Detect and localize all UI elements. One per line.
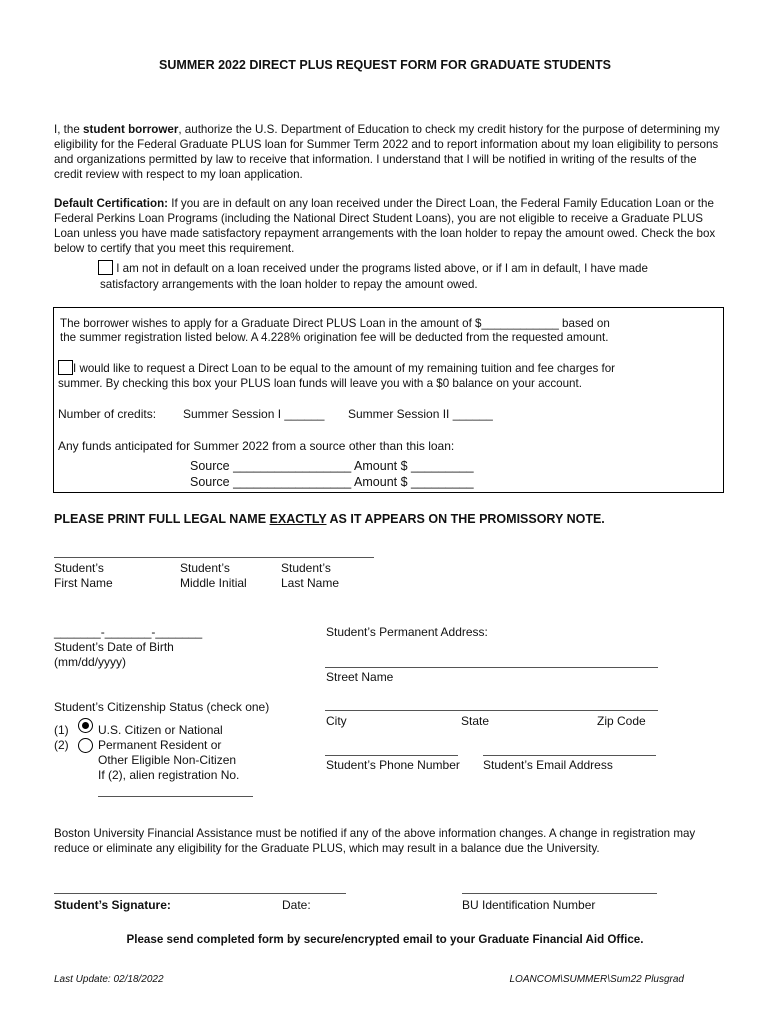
bu-id-line[interactable] xyxy=(462,893,657,894)
remaining-balance-line2: summer. By checking this box your PLUS loan funds will leave you with a $0 balance on your account. xyxy=(58,377,582,390)
alien-registration-line[interactable] xyxy=(98,796,253,797)
us-citizen-label: U.S. Citizen or National xyxy=(98,723,223,737)
remaining-balance-line1: I would like to request a Direct Loan to be equal to the amount of my remaining tuition and fee charges for xyxy=(73,362,616,375)
print-heading-post: AS IT APPEARS ON THE PROMISSORY NOTE. xyxy=(326,512,605,526)
other-funds-label: Any funds anticipated for Summer 2022 from a source other than this loan: xyxy=(58,439,455,453)
source-row-2[interactable]: Source _________________ Amount $ _________ xyxy=(190,475,474,489)
not-in-default-checkbox[interactable] xyxy=(98,260,113,275)
permanent-address-heading: Student’s Permanent Address: xyxy=(326,625,488,639)
signature-label: Student’s Signature: xyxy=(54,898,171,912)
phone-line[interactable] xyxy=(325,755,458,756)
loan-amount-line1: The borrower wishes to apply for a Graduate Direct PLUS Loan in the amount of $____________ based on xyxy=(60,317,610,330)
default-certification-paragraph xyxy=(54,196,724,256)
citizenship-heading: Student’s Citizenship Status (check one) xyxy=(54,700,270,714)
send-instructions: Please send completed form by secure/encrypted email to your Graduate Financial Aid Office. xyxy=(126,933,644,946)
summer-session-2-field[interactable]: Summer Session II ______ xyxy=(348,407,493,421)
print-heading-exactly: EXACTLY xyxy=(269,512,327,526)
state-label: State xyxy=(461,714,490,728)
authorization-text: , authorize the U.S. Department of Education to check my credit history for the purpose of determining my eligibility for the Federal Graduate PLUS loan for Summer Term 2022 and to report information about my loan eligibility to persons and organizations permitted by law to receive that information. I understand that I will be notified in writing of the results of the credit review with respect to my loan application. xyxy=(54,123,720,181)
alien-registration-label: If (2), alien registration No. xyxy=(98,768,240,782)
city-state-zip-line[interactable] xyxy=(325,710,658,711)
not-in-default-line2: satisfactory arrangements with the loan holder to repay the amount owed. xyxy=(100,278,478,291)
citizenship-opt1-num: (1) xyxy=(54,723,69,737)
source-row-1[interactable]: Source _________________ Amount $ _________ xyxy=(190,459,474,473)
non-citizen-label: Other Eligible Non-Citizen xyxy=(98,753,237,767)
last-update: Last Update: 02/18/2022 xyxy=(54,974,164,985)
remaining-balance-option xyxy=(58,360,718,377)
dob-label: Student’s Date of Birth xyxy=(54,640,174,654)
print-heading-pre: PLEASE PRINT FULL LEGAL NAME xyxy=(54,512,270,526)
remaining-balance-checkbox[interactable] xyxy=(58,360,73,375)
credits-label: Number of credits: xyxy=(58,407,157,421)
change-notice: Boston University Financial Assistance must be notified if any of the above information changes. A change in registration may reduce or eliminate any eligibility for the Graduate PLUS, which may result in a balance due the University. xyxy=(54,827,696,855)
form-title: SUMMER 2022 DIRECT PLUS REQUEST FORM FOR GRADUATE STUDENTS xyxy=(159,58,611,72)
student-borrower-bold: student borrower xyxy=(83,123,179,136)
dob-field[interactable]: _______-_______-_______ xyxy=(54,625,203,639)
default-certification-label: Default Certification: xyxy=(54,197,169,210)
zip-code-label: Zip Code xyxy=(597,714,646,728)
permanent-resident-radio[interactable] xyxy=(78,738,93,753)
us-citizen-radio[interactable] xyxy=(78,718,93,733)
street-line[interactable] xyxy=(325,667,658,668)
city-label: City xyxy=(326,714,347,728)
authorization-paragraph xyxy=(54,122,724,182)
street-name-label: Street Name xyxy=(326,670,394,684)
dob-format: (mm/dd/yyyy) xyxy=(54,655,126,669)
email-line[interactable] xyxy=(483,755,656,756)
first-name-label: Student’s First Name xyxy=(54,561,113,590)
name-signature-line[interactable] xyxy=(54,557,374,558)
default-certification-text: If you are in default on any loan received under the Direct Loan, the Federal Family Education Loan or the Federal Perkins Loan Programs (including the National Direct Student Loans), you are not eligible to receive a Graduate PLUS Loan unless you have made satisfactory repayment arrangements with the loan holder to repay the amount owed. Check the box below to certify that you meet this requirement. xyxy=(54,197,716,255)
email-label: Student’s Email Address xyxy=(483,758,613,772)
loan-amount-line2: the summer registration listed below. A 4.228% origination fee will be deducted from the requested amount. xyxy=(60,331,609,344)
date-label: Date: xyxy=(282,898,311,912)
not-in-default-line1: I am not in default on a loan received under the programs listed above, or if I am in default, I have made xyxy=(113,262,648,275)
permanent-resident-label: Permanent Resident or xyxy=(98,738,222,752)
default-checkbox-row xyxy=(98,260,728,277)
print-name-heading xyxy=(54,512,605,526)
phone-label: Student’s Phone Number xyxy=(326,758,460,772)
middle-initial-label: Student’s Middle Initial xyxy=(180,561,247,590)
last-name-label: Student’s Last Name xyxy=(281,561,340,590)
citizenship-opt2-num: (2) xyxy=(54,738,69,752)
authorization-lead: I, the xyxy=(54,123,84,136)
document-path: LOANCOM\SUMMER\Sum22 Plusgrad xyxy=(509,974,684,985)
bu-id-label: BU Identification Number xyxy=(462,898,596,912)
signature-line[interactable] xyxy=(54,893,346,894)
summer-session-1-field[interactable]: Summer Session I ______ xyxy=(183,407,325,421)
